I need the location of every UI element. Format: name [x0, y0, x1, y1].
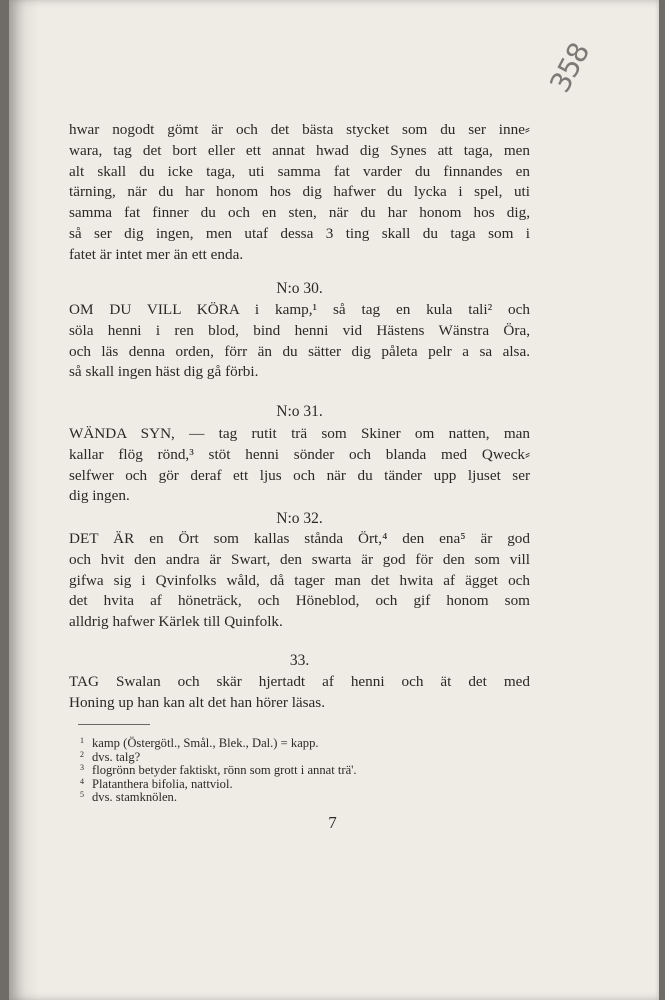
footnote-text: Platanthera bifolia, nattviol. [92, 776, 233, 791]
section-31-paragraph [69, 424, 530, 507]
text-line: söla henni i ren blod, bind henni vid Hästens Wänstra Öra, [69, 321, 530, 339]
section-heading-31: N:o 31. [276, 403, 323, 420]
footnote-text: flogrönn betyder faktiskt, rönn som grott i annat trä'. [92, 763, 357, 777]
footnote-mark: 4 [80, 776, 84, 786]
footnote-2 [80, 749, 532, 765]
text-line: tärning, när du har honom hos dig hafwer du lycka i spel, uti [69, 183, 530, 201]
text-line: TAG Swalan och skär hjertadt af henni och ät det med [69, 673, 530, 690]
text-line: och läs denna orden, förr än du sätter dig påleta pelr a sa alsa. [69, 342, 530, 360]
text-line: alt skall du icke taga, uti samma fat varder du finnandes en [69, 162, 530, 180]
footnote-divider [78, 724, 150, 725]
section-33-paragraph [69, 672, 530, 714]
footnote-mark: 1 [80, 736, 84, 745]
intro-paragraph [69, 120, 530, 266]
page-number: 7 [328, 813, 337, 832]
footnote-3 [80, 763, 532, 778]
text-line: gifwa sig i Qvinfolks wåld, då tager man det hwita af ägget och [69, 571, 530, 589]
page-gutter-shadow [9, 0, 39, 1000]
text-line: fatet är intet mer än ett enda. [69, 245, 244, 263]
text-line: samma fat finner du och en sten, när du har honom hos dig, [69, 204, 530, 222]
text-line: Honing up han kan alt det han hörer läsas. [69, 693, 326, 711]
footnote-mark: 2 [80, 749, 84, 759]
text-line: och hvit den andra är Swart, den swarta är god för den som vill [69, 550, 530, 568]
text-line: DET ÄR en Ört som kallas stånda Ört,⁴ den ena⁵ är god [69, 530, 530, 547]
text-line: så ser dig ingen, men utaf dessa 3 ting skall du taga som i [69, 224, 530, 242]
footnote-text: dvs. talg? [92, 749, 141, 764]
text-line: wara, tag det bort eller ett annat hwad dig Synes att taga, men [69, 141, 530, 159]
footnote-4 [80, 776, 532, 792]
text-line: dig ingen. [69, 487, 130, 505]
text-line: selfwer och gör deraf ett ljus och när du tänder upp ljuset ser [69, 466, 530, 484]
footnote-mark: 5 [80, 790, 84, 799]
section-heading-32: N:o 32. [276, 510, 323, 527]
section-32-paragraph [69, 529, 530, 633]
handwritten-folio-number: 358 [543, 37, 596, 98]
text-line: WÄNDA SYN, — tag rutit trä som Skiner om natten, man [69, 425, 530, 442]
footnote-1 [80, 736, 532, 751]
text-line: så skall ingen häst dig gå förbi. [69, 363, 259, 381]
text-line: alldrig hafwer Kärlek till Quinfolk. [69, 613, 283, 631]
section-30-paragraph [69, 300, 530, 383]
text-line: hwar nogodt gömt är och det bästa stycket som du ser inne⸗ [69, 121, 530, 138]
section-heading-33: 33. [289, 652, 310, 669]
text-line: OM DU VILL KÖRA i kamp,¹ så tag en kula tali² och [69, 301, 530, 318]
footnote-mark: 3 [80, 763, 84, 772]
footnote-text: dvs. stamknölen. [92, 790, 178, 804]
footnote-5 [80, 790, 532, 805]
text-line: det hvita af höneträck, och Höneblod, och gif honom som [69, 592, 530, 610]
footnote-text: kamp (Östergötl., Smål., Blek., Dal.) = kapp. [92, 736, 319, 750]
text-line: kallar flög rönd,³ stöt henni sönder och blanda med Qweck⸗ [69, 445, 530, 463]
footnotes [80, 736, 532, 805]
section-heading-30: N:o 30. [276, 280, 323, 297]
